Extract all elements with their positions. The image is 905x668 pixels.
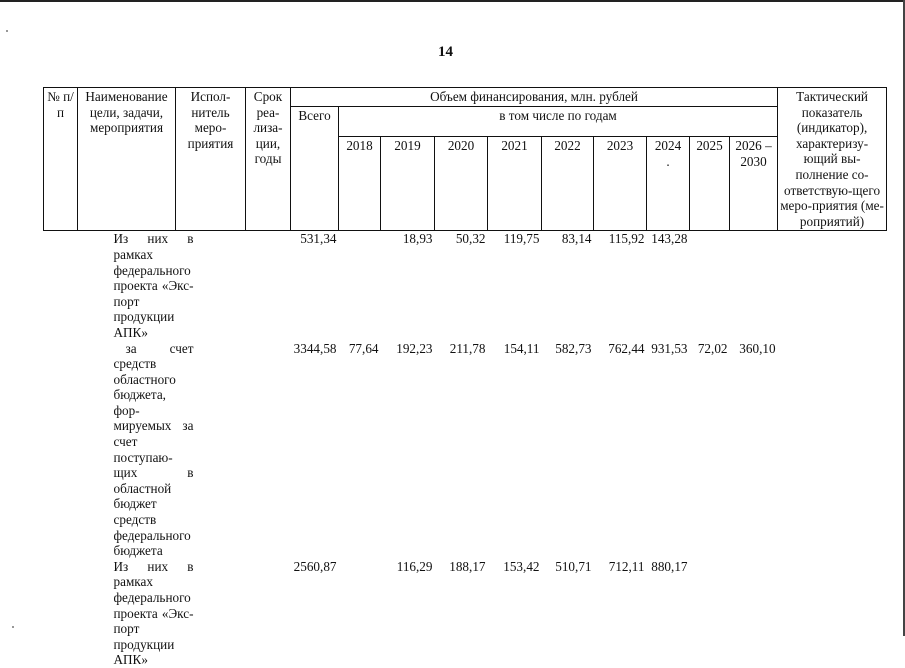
row-value: [730, 559, 778, 668]
row-value: [690, 231, 730, 341]
row-value: 154,11: [503, 340, 540, 356]
row-value: 762,44: [608, 340, 645, 356]
row-value: 510,71: [555, 558, 592, 574]
header-period: Срок реа-лиза-ции, годы: [246, 88, 291, 231]
year-mark: .: [666, 153, 670, 169]
table-row: [44, 341, 887, 559]
row-value: 115,92: [608, 231, 645, 247]
table-row: [44, 559, 887, 668]
year-header: 2025: [690, 137, 730, 231]
row-value: 153,42: [503, 558, 540, 574]
scan-frame-top: [0, 0, 905, 2]
row-value: 50,32: [455, 231, 486, 247]
row-value: 18,93: [402, 231, 433, 247]
row-value: 712,11: [608, 558, 645, 574]
row-value: 119,75: [503, 231, 540, 247]
table-row: [44, 231, 887, 341]
row-value: 360,10: [739, 340, 776, 356]
scan-dot: [6, 30, 8, 32]
row-total: 2560,87: [293, 558, 337, 574]
year-header: 2022: [542, 137, 594, 231]
row-value: 116,29: [396, 558, 433, 574]
header-executor: Испол-нитель меро-приятия: [176, 88, 246, 231]
year-header: 2021: [488, 137, 542, 231]
row-value: 211,78: [449, 340, 486, 356]
year-header: 2019: [381, 137, 435, 231]
row-value: 192,23: [396, 340, 433, 356]
row-value: 931,53: [651, 340, 688, 356]
header-num: № п/п: [44, 88, 78, 231]
row-value: [730, 231, 778, 341]
row-value: 77,64: [348, 340, 379, 356]
header-name: Наименование цели, задачи, мероприятия: [78, 88, 176, 231]
row-value: 72,02: [697, 340, 728, 356]
row-total: 3344,58: [293, 340, 337, 356]
row-name: Из них в рамках федерального проекта «Экс-порт продукции АПК»: [113, 231, 194, 340]
row-value: 188,17: [449, 558, 486, 574]
row-value: 83,14: [561, 231, 592, 247]
header-funding: Объем финансирования, млн. рублей: [291, 88, 778, 107]
year-header: 2023: [594, 137, 647, 231]
year-header: 2026 – 2030: [730, 137, 778, 231]
header-total: Всего: [291, 106, 339, 231]
row-total: 531,34: [300, 231, 337, 247]
year-header: 2020: [435, 137, 488, 231]
page-number: 14: [438, 44, 453, 60]
scan-dot: [12, 626, 14, 628]
row-value: [339, 559, 381, 668]
row-value: [339, 231, 381, 341]
row-value: 582,73: [555, 340, 592, 356]
row-value: 143,28: [651, 231, 688, 247]
year-header: 2018: [339, 137, 381, 231]
row-name: за счет средств областного бюджета, фор-мируемых за счет поступаю-щих в областной бюджет средств федерального бюджета: [113, 340, 194, 559]
header-by-years: в том числе по годам: [339, 106, 778, 137]
row-name: Из них в рамках федерального проекта «Экс-порт продукции АПК»: [113, 558, 194, 668]
year-header: 2024 .: [647, 137, 690, 231]
header-indicator: Тактический показатель (индикатор), характеризу-ющий вы-полнение со-ответствую-щего меро-приятия (ме-роприятий): [778, 88, 887, 231]
row-value: 880,17: [651, 558, 688, 574]
funding-table: [43, 87, 887, 668]
row-value: [690, 559, 730, 668]
